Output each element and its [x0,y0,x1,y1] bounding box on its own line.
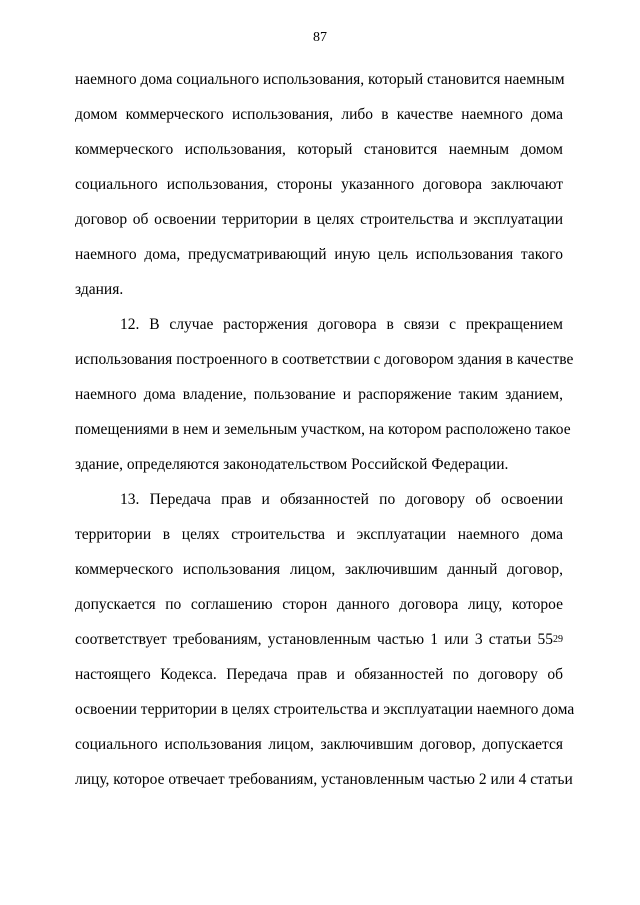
text-line: лицу, которое отвечает требованиям, установленным частью 2 или 4 статьи [75,771,573,788]
text-line: договор об освоении территории в целях строительства и эксплуатации [75,211,563,228]
page-number: 87 [313,30,327,45]
text-line: территории в целях строительства и эксплуатации наемного дома [75,526,563,543]
text-line: коммерческого использования лицом, заключившим данный договор, [75,561,563,578]
text-line: использования построенного в соответствии с договором здания в качестве [75,351,574,368]
text-line: допускается по соглашению сторон данного договора лицу, которое [75,596,563,613]
text-line: настоящего Кодекса. Передача прав и обязанностей по договору об [75,666,563,683]
text-line: наемного дома социального использования, который становится наемным [75,71,565,88]
text-line: наемного дома владение, пользование и распоряжение таким зданием, [75,386,563,403]
text-line: домом коммерческого использования, либо в качестве наемного дома [75,106,563,123]
text-line: коммерческого использования, который становится наемным домом [75,141,563,158]
text-line: социального использования, стороны указанного договора заключают [75,176,563,193]
superscript-29: 29 [553,634,563,645]
text-line: наемного дома, предусматривающий иную цель использования такого [75,246,563,263]
text-line: здание, определяются законодательством Российской Федерации. [75,456,509,473]
text-line: помещениями в нем и земельным участком, на котором расположено такое [75,421,571,438]
text-line: освоении территории в целях строительства и эксплуатации наемного дома [75,701,575,718]
text-line-body: соответствует требованиям, установленным частью 1 или 3 статьи 55 [75,631,553,648]
text-line: здания. [75,281,124,298]
text-line: социального использования лицом, заключившим договор, допускается [75,736,563,753]
text-line-with-superscript [75,629,563,651]
paragraph-12-first-line: 12. В случае расторжения договора в связи с прекращением [120,316,563,333]
paragraph-13-first-line: 13. Передача прав и обязанностей по договору об освоении [120,491,563,508]
